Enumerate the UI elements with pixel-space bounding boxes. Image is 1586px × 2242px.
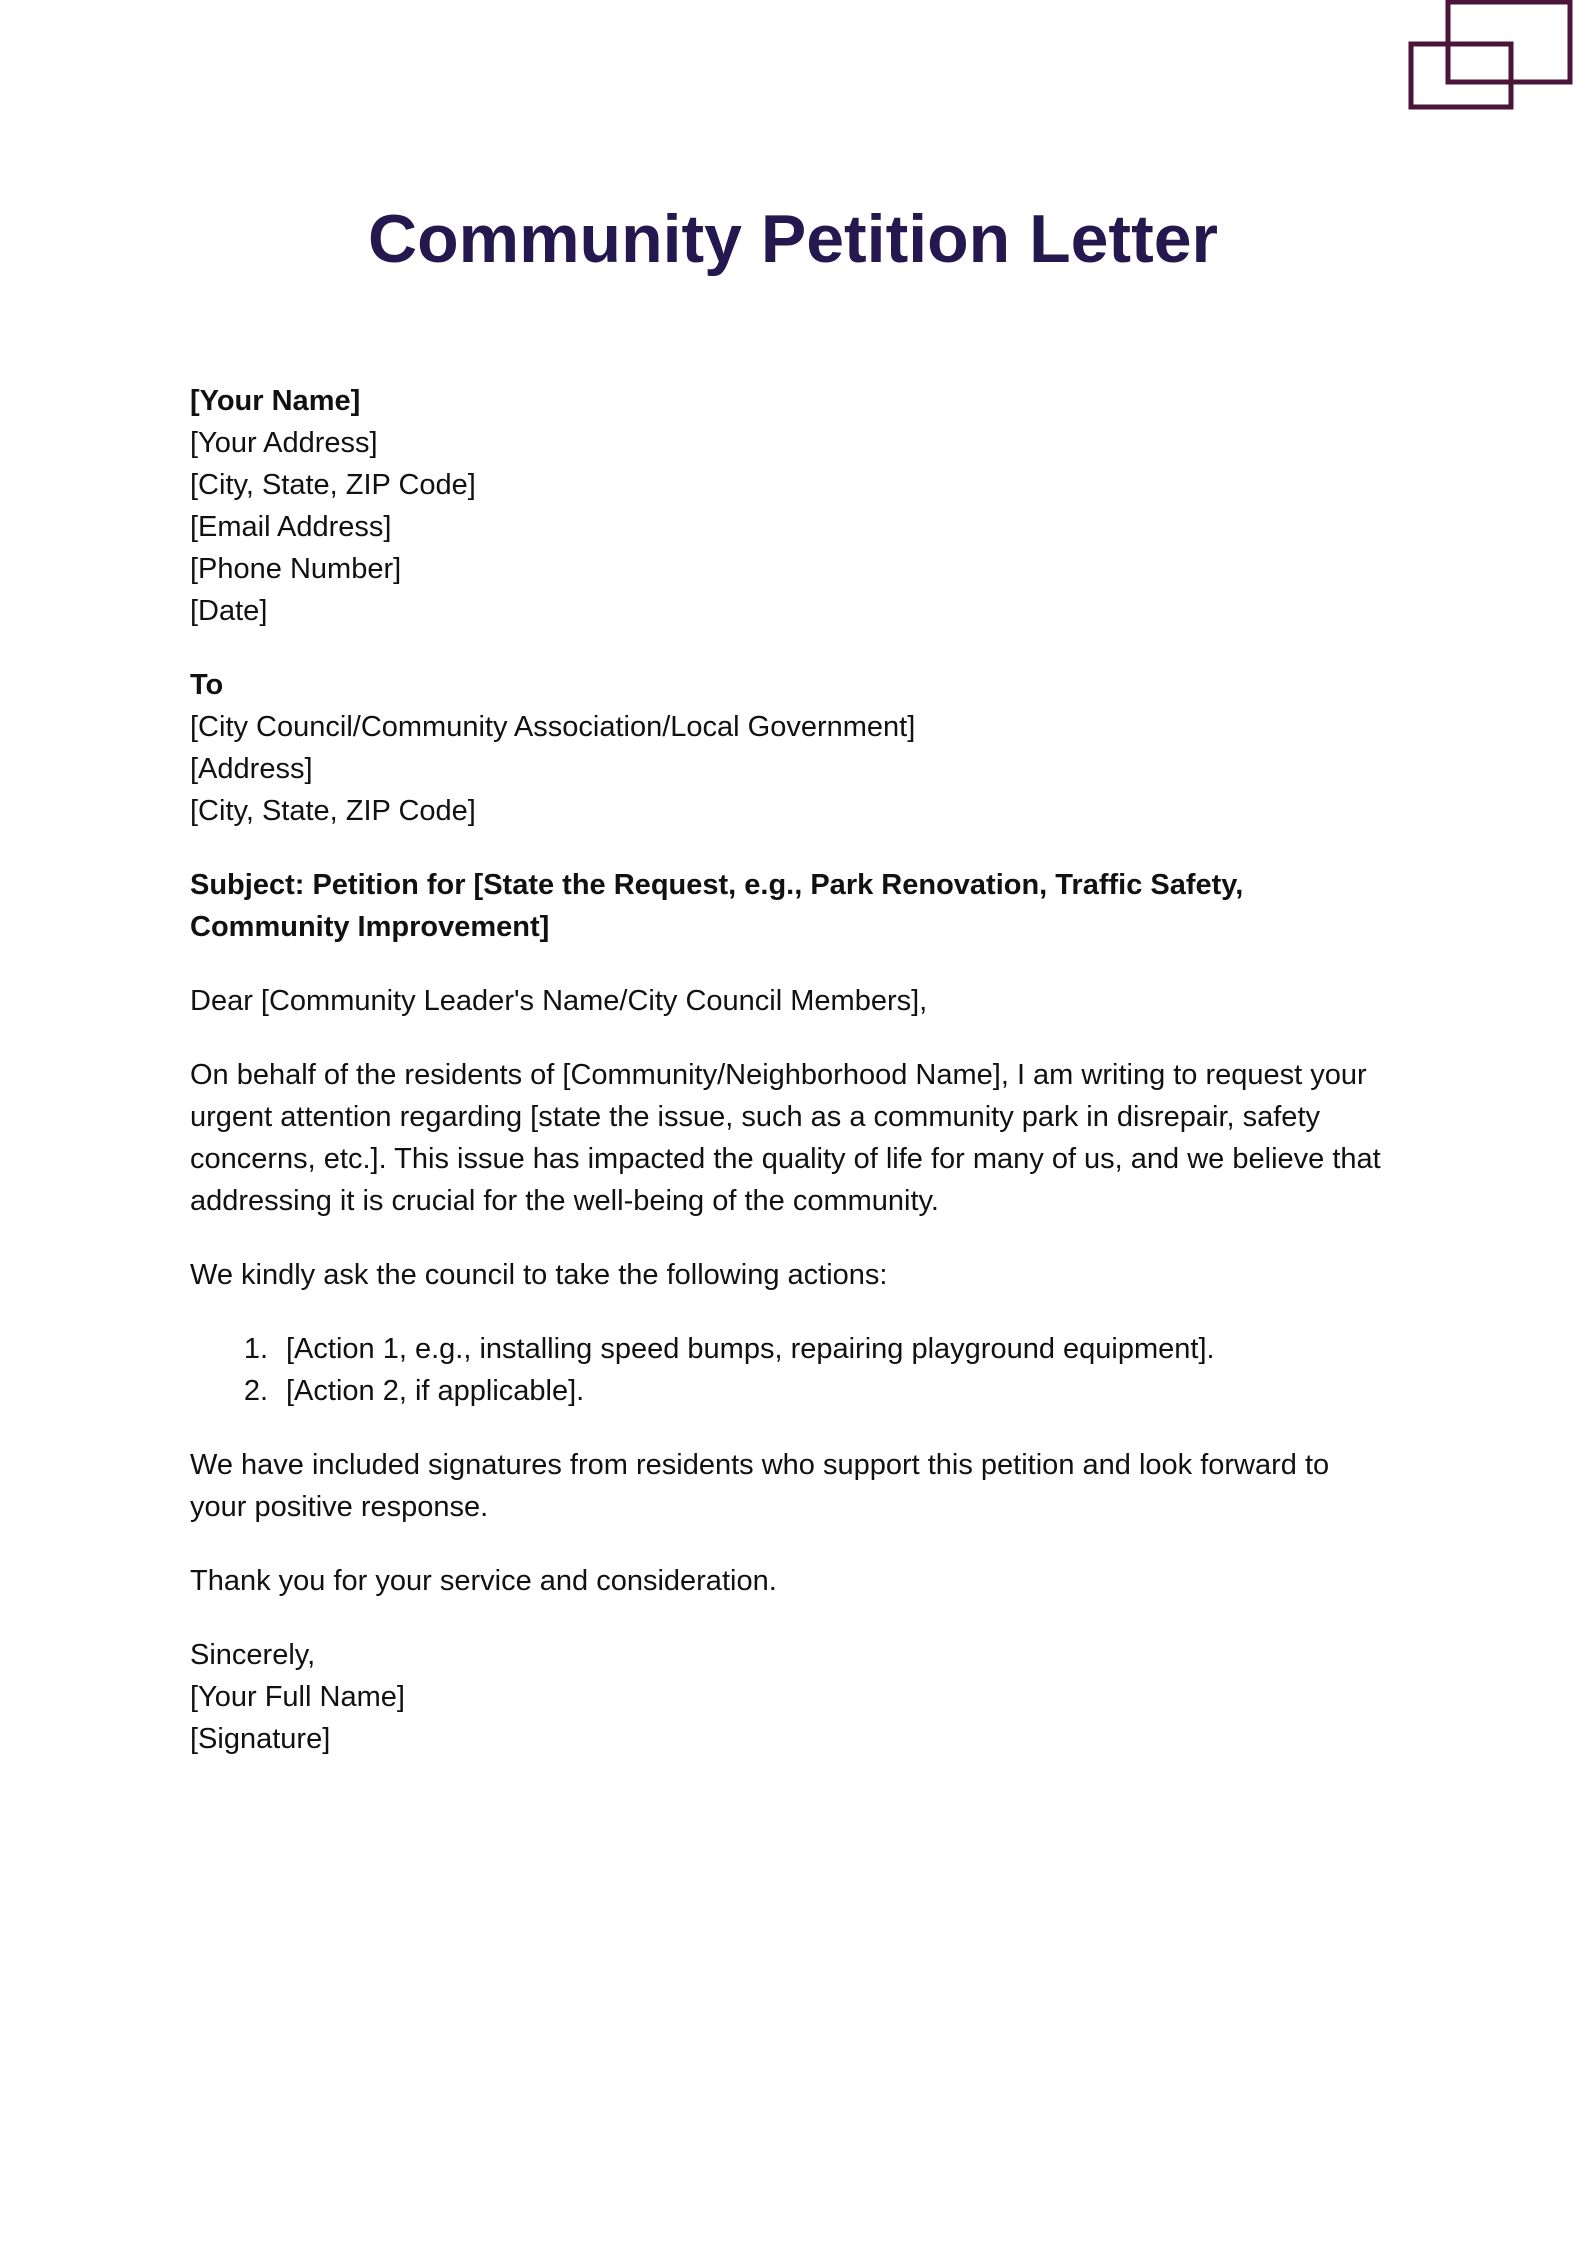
signature-placeholder: [Signature] xyxy=(190,1723,331,1755)
valediction: Sincerely, xyxy=(190,1639,316,1671)
list-item-text: [Action 2, if applicable]. xyxy=(286,1375,585,1407)
letter-date: [Date] xyxy=(190,595,268,627)
body-paragraph-1: On behalf of the residents of [Community/Neighborhood Name], I am writing to request your urgent attention regarding [state the issue, such as a community park in disrepair, safety concerns, etc.]. This issue has impacted the quality of life for many of us, and we believe that addressing it is crucial for the well-being of the community. xyxy=(190,1059,1381,1217)
sender-block xyxy=(190,380,1390,632)
list-item-number: 2. xyxy=(243,1375,268,1407)
overlapping-rectangles-icon xyxy=(1406,0,1586,120)
body-paragraph-3: We have included signatures from residents who support this petition and look forward to your positive response. xyxy=(190,1449,1330,1523)
recipient-label: To xyxy=(190,669,224,701)
sender-address: [Your Address] xyxy=(190,427,378,459)
actions-list xyxy=(190,1328,1390,1412)
recipient-organization: [City Council/Community Association/Local Government] xyxy=(190,711,916,743)
letter-content xyxy=(190,380,1390,1792)
body-paragraph-2: We kindly ask the council to take the following actions: xyxy=(190,1259,888,1291)
sender-name: [Your Name] xyxy=(190,385,361,417)
body-paragraph-4: Thank you for your service and consideration. xyxy=(190,1565,777,1597)
page-title: Community Petition Letter xyxy=(367,201,1219,277)
list-item-number: 1. xyxy=(243,1333,268,1365)
closing-block xyxy=(190,1634,1390,1760)
sender-email: [Email Address] xyxy=(190,511,392,543)
subject-line: Subject: Petition for [State the Request, e.g., Park Renovation, Traffic Safety, Community Improvement] xyxy=(190,869,1244,943)
list-item xyxy=(190,1328,1390,1370)
recipient-address: [Address] xyxy=(190,753,313,785)
sender-city-state-zip: [City, State, ZIP Code] xyxy=(190,469,476,501)
recipient-block xyxy=(190,664,1390,832)
recipient-city-state-zip: [City, State, ZIP Code] xyxy=(190,795,476,827)
closing-full-name: [Your Full Name] xyxy=(190,1681,405,1713)
list-item-text: [Action 1, e.g., installing speed bumps, repairing playground equipment]. xyxy=(286,1333,1215,1365)
salutation: Dear [Community Leader's Name/City Council Members], xyxy=(190,985,928,1017)
sender-phone: [Phone Number] xyxy=(190,553,402,585)
list-item xyxy=(190,1370,1390,1412)
